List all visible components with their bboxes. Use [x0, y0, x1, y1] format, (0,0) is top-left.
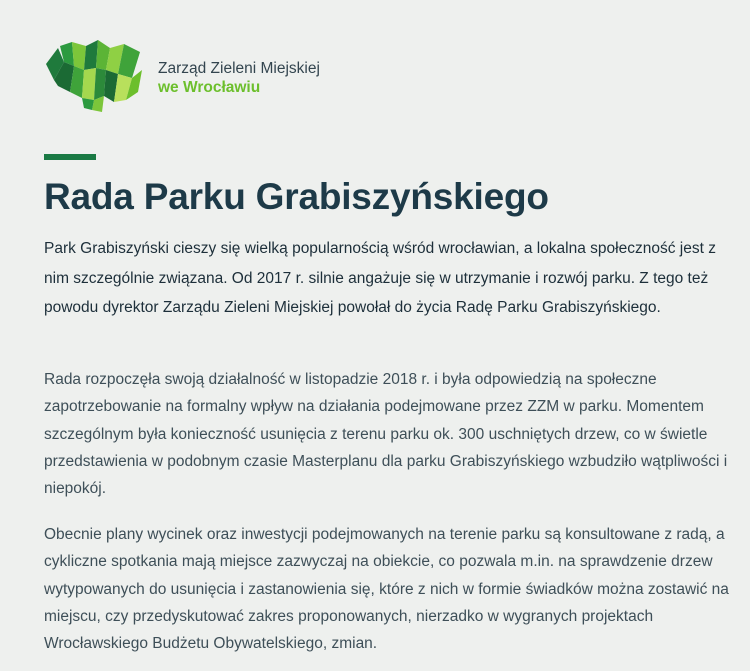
title-accent-bar	[44, 154, 96, 160]
logo-link[interactable]	[44, 40, 320, 115]
body-paragraph-1: Rada rozpoczęła swoją działalność w listopadzie 2018 r. i była odpowiedzią na społeczne zapotrzebowanie na formalny wpływ na działania podejmowane przez ZZM w parku. Momentem szczególnym była konieczność usunięcia z terenu parku ok. 300 uschniętych drzew, co w świetle przedstawienia w podobnym czasie Masterplanu dla parku Grabiszyńskiego wzbudziło wątpliwości i niepokój.	[44, 371, 728, 498]
logo-line-1: Zarząd Zieleni Miejskiej	[158, 59, 320, 77]
zzm-leaf-mosaic-icon	[44, 40, 144, 115]
lead-paragraph: Park Grabiszyński cieszy się wielką popularnością wśród wrocławian, a lokalna społeczność jest z nim szczególnie związana. Od 2017 r. silnie angażuje się w utrzymanie i rozwój parku. Z tego też powodu dyrektor Zarządu Zieleni Miejskiej powołał do życia Radę Parku Grabiszyńskiego.	[44, 240, 716, 316]
logo-line-2: we Wrocławiu	[158, 78, 261, 96]
page-title: Rada Parku Grabiszyńskiego	[44, 176, 549, 217]
body-paragraph-2: Obecnie plany wycinek oraz inwestycji podejmowanych na terenie parku są konsultowane z radą, a cykliczne spotkania mają miejsce zazwyczaj na obiekcie, co pozwala m.in. na sprawdzenie drzew wytypowanych do usunięcia i zastanowienia się, które z nich w formie świadków można zostawić na miejscu, czy przedyskutować zakres proponowanych, nierzadko w wygranych projektach Wrocławskiego Budżetu Obywatelskiego, zmian.	[44, 526, 729, 653]
logo-text	[158, 59, 320, 97]
